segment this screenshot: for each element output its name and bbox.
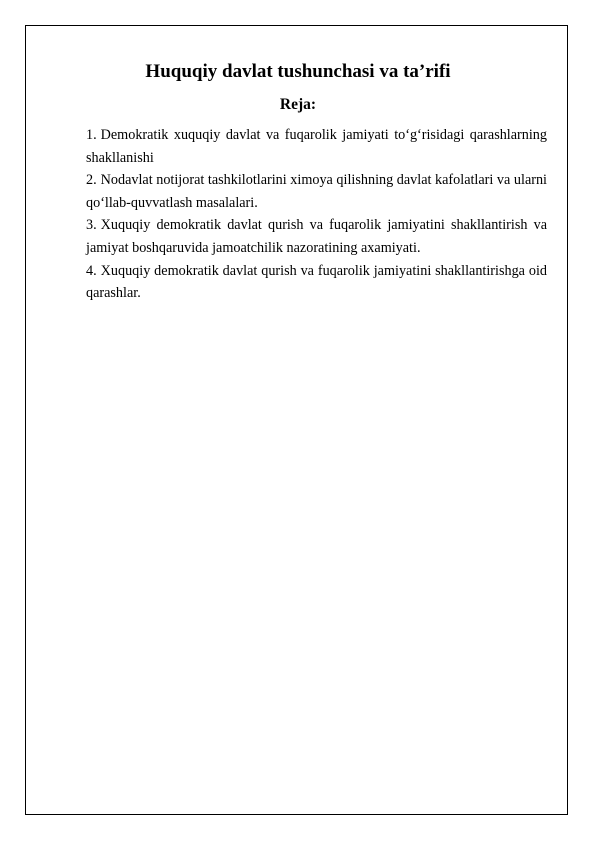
plan-item-number: 2. — [86, 172, 97, 189]
plan-item — [86, 169, 547, 214]
plan-item — [86, 124, 547, 169]
plan-item-number: 1. — [86, 127, 97, 143]
plan-item — [86, 214, 547, 259]
plan-item — [86, 260, 547, 305]
document-title: Huquqiy davlat tushunchasi va ta’rifi — [145, 61, 451, 82]
plan-item-number: 4. — [86, 262, 97, 279]
plan-list — [86, 124, 547, 305]
plan-heading: Reja: — [279, 96, 317, 113]
plan-item-number: 3. — [86, 217, 97, 234]
plan-item-text: Xuquqiy demokratik davlat qurish va fuqarolik jamiyatini shakllantirish va jamiyat boshqaruvida jamoatchilik nazoratining axamiyati. — [86, 217, 547, 256]
plan-item-text: Nodavlat notijorat tashkilotlarini ximoya qilishning davlat kafolatlari va ularni qo‘llab-quvvatlash masalalari. — [86, 172, 547, 211]
plan-item-text: Demokratik xuquqiy davlat va fuqarolik jamiyati to‘g‘risidagi qarashlarning shakllanishi — [86, 127, 547, 166]
plan-item-text: Xuquqiy demokratik davlat qurish va fuqarolik jamiyatini shakllantirishga oid qarashlar. — [86, 262, 547, 302]
